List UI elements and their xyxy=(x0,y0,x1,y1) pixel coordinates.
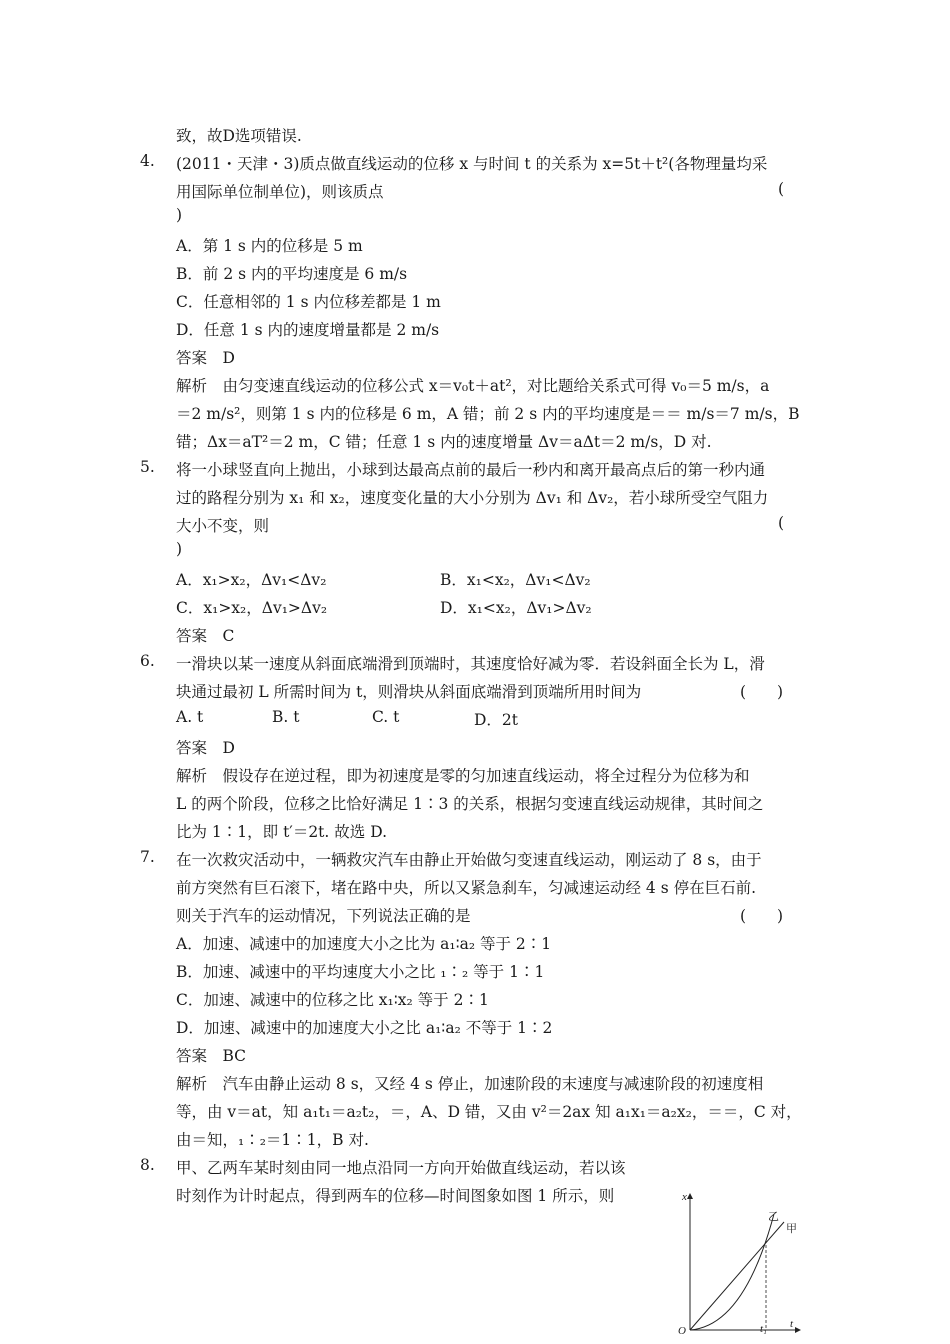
answer-paren: ( ) xyxy=(740,907,784,925)
analysis-line: 错；Δx＝aT²＝2 m，C 错；任意 1 s 内的速度增量 Δv＝aΔt＝2 m/s，D 对. xyxy=(176,433,712,451)
option-a: A．加速、减速中的加速度大小之比为 a₁∶a₂ 等于 2∶1 xyxy=(176,935,552,953)
answer-paren: ( ) xyxy=(740,683,784,701)
question-number: 8. xyxy=(140,1156,155,1174)
option-d: D．加速、减速中的加速度大小之比 a₁∶a₂ 不等于 1∶2 xyxy=(176,1019,553,1037)
answer-paren-open: ( xyxy=(778,514,785,532)
origin-label: O xyxy=(678,1325,686,1336)
option-c: C．x₁>x₂，Δv₁>Δv₂ xyxy=(176,599,328,617)
line-jia xyxy=(690,1222,784,1330)
option-b: B．加速、减速中的平均速度大小之比 ₁∶₂ 等于 1∶1 xyxy=(176,963,545,981)
option-d: D．2t xyxy=(474,711,519,729)
question-stem: 用国际单位制单位)，则该质点 xyxy=(176,183,384,201)
answer-line: 答案 D xyxy=(176,349,235,367)
option-b: B．前 2 s 内的平均速度是 6 m/s xyxy=(176,265,408,283)
option-d: D．x₁<x₂，Δv₁>Δv₂ xyxy=(440,599,592,617)
question-number: 4. xyxy=(140,152,155,170)
t1-label: t₁ xyxy=(760,1323,767,1335)
answer-line: 答案 BC xyxy=(176,1047,247,1065)
question-number: 5. xyxy=(140,458,155,476)
displacement-time-graph xyxy=(672,1186,812,1336)
option-a: A．第 1 s 内的位移是 5 m xyxy=(176,237,363,255)
question-stem: 前方突然有巨石滚下，堵在路中央，所以又紧急刹车，匀减速运动经 4 s 停在巨石前. xyxy=(176,879,757,897)
y-axis-label: x xyxy=(682,1191,687,1203)
answer-line: 答案 D xyxy=(176,739,235,757)
question-stem: 块通过最初 L 所需时间为 t，则滑块从斜面底端滑到顶端所用时间为 xyxy=(176,683,642,701)
question-stem: 大小不变，则 xyxy=(176,517,270,535)
analysis-line: ＝2 m/s²，则第 1 s 内的位移是 6 m，A 错；前 2 s 内的平均速度是＝＝ m/s＝7 m/s，B xyxy=(176,405,800,423)
answer-paren-close: ) xyxy=(176,206,183,224)
option-d: D．任意 1 s 内的速度增量都是 2 m/s xyxy=(176,321,440,339)
option-b: B. t xyxy=(272,708,300,726)
analysis-line: 比为 1∶1，即 t′＝2t. 故选 D. xyxy=(176,823,387,841)
option-a: A．x₁>x₂，Δv₁<Δv₂ xyxy=(176,571,327,589)
option-c: C．加速、减速中的位移之比 x₁∶x₂ 等于 2∶1 xyxy=(176,991,489,1009)
question-stem: 过的路程分别为 x₁ 和 x₂，速度变化量的大小分别为 Δv₁ 和 Δv₂，若小球所受空气阻力 xyxy=(176,489,769,507)
question-stem: 将一小球竖直向上抛出，小球到达最高点前的最后一秒内和离开最高点后的第一秒内通 xyxy=(176,461,766,479)
question-number: 6. xyxy=(140,652,155,670)
option-c: C. t xyxy=(372,708,400,726)
analysis-line: L 的两个阶段，位移之比恰好满足 1∶3 的关系，根据匀变速直线运动规律，其时间之 xyxy=(176,795,764,813)
line-jia-label: 甲 xyxy=(786,1223,797,1235)
curve-yi xyxy=(690,1214,774,1330)
option-b: B．x₁<x₂，Δv₁<Δv₂ xyxy=(440,571,591,589)
analysis-line: 解析 假设存在逆过程，即为初速度是零的匀加速直线运动，将全过程分为位移为和 xyxy=(176,767,750,785)
curve-yi-label: 乙 xyxy=(768,1211,779,1223)
question-stem: 一滑块以某一速度从斜面底端滑到顶端时，其速度恰好减为零．若设斜面全长为 L，滑 xyxy=(176,655,765,673)
answer-line: 答案 C xyxy=(176,627,235,645)
previous-analysis-tail: 致，故D选项错误. xyxy=(176,127,302,145)
question-stem: 在一次救灾活动中，一辆救灾汽车由静止开始做匀变速直线运动，刚运动了 8 s，由于 xyxy=(176,851,762,869)
option-c: C．任意相邻的 1 s 内位移差都是 1 m xyxy=(176,293,441,311)
question-stem: 时刻作为计时起点，得到两车的位移—时间图象如图 1 所示，则 xyxy=(176,1187,615,1205)
answer-paren-open: ( xyxy=(778,180,785,198)
question-number: 7. xyxy=(140,848,155,866)
answer-paren-close: ) xyxy=(176,540,183,558)
option-a: A. t xyxy=(176,708,204,726)
question-stem: 则关于汽车的运动情况，下列说法正确的是 xyxy=(176,907,471,925)
question-stem: 甲、乙两车某时刻由同一地点沿同一方向开始做直线运动，若以该 xyxy=(176,1159,626,1177)
x-axis-label: t xyxy=(790,1318,794,1330)
analysis-line: 解析 汽车由静止运动 8 s，又经 4 s 停止，加速阶段的末速度与减速阶段的初速度相 xyxy=(176,1075,764,1093)
analysis-line: 由＝知，₁∶₂＝1∶1，B 对. xyxy=(176,1131,369,1149)
analysis-line: 解析 由匀变速直线运动的位移公式 x＝v₀t＋at²，对比题给关系式可得 v₀＝5 m/s，a xyxy=(176,377,770,395)
analysis-line: 等，由 v＝at，知 a₁t₁＝a₂t₂，＝，A、D 错，又由 v²＝2ax 知 a₁x₁＝a₂x₂，＝＝，C 对， xyxy=(176,1103,802,1121)
question-stem: (2011・天津・3)质点做直线运动的位移 x 与时间 t 的关系为 x=5t＋t²(各物理量均采 xyxy=(176,155,768,173)
